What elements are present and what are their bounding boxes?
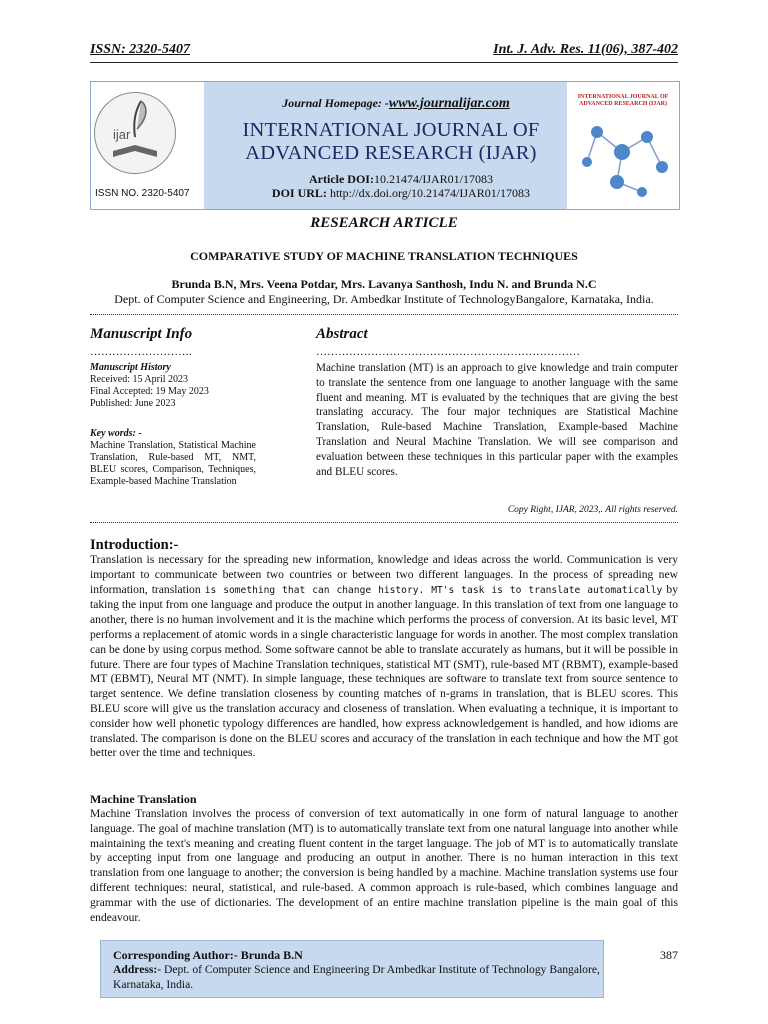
homepage-label: Journal Homepage: - [282, 96, 389, 110]
issn-label: ISSN: 2320-5407 [90, 42, 190, 57]
homepage-link[interactable]: www.journalijar.com [388, 96, 510, 111]
citation-label: Int. J. Adv. Res. 11(06), 387-402 [493, 42, 678, 57]
logo-text: ijar [113, 127, 131, 142]
address-text: Dept. of Computer Science and Engineering Dr Ambedkar Institute of Technology Bangalore, Karnataka, India. [113, 963, 600, 991]
mt-paragraph: Machine Translation involves the process of conversion of text automatically in one form of natural language to another language. The goal of machine translation (MT) is to automatically translate text from one natural language into another while maintaining the text's meaning and creating fluent content in the target language. The job of MT is to automatically translate by accepting input from one language and producing an output in another. There is no human interaction in this text translation from one language to another; the conversion is being handled by a machine. Machine translation systems use four different techniques: neural, statistical, and rule-based. A common approach is rule-based, which combines language and grammar with the use of dictionaries. The development of an entire machine translation pipeline is the main goal of this endeavour. [90, 807, 678, 924]
journal-banner [90, 81, 680, 210]
keywords-block [90, 428, 256, 488]
article-title: COMPARATIVE STUDY OF MACHINE TRANSLATION TECHNIQUES [190, 249, 578, 263]
journal-title [206, 119, 576, 165]
corresponding-author-box [100, 940, 604, 998]
article-affiliation: Dept. of Computer Science and Engineering, Dr. Ambedkar Institute of TechnologyBangalore, Karnataka, India. [114, 292, 654, 306]
history-label: Manuscript History [90, 362, 171, 373]
author-address [113, 963, 603, 992]
published-date: Published: June 2023 [90, 398, 176, 409]
divider [90, 522, 678, 523]
journal-logo [91, 82, 204, 209]
keywords-text: Machine Translation, Statistical Machine Translation, Rule-based MT, NMT, BLEU scores, Comparison, Techniques, Example-based Machine Translation [90, 440, 256, 487]
intro-paragraph [90, 553, 678, 761]
doi-url-label: DOI URL: [271, 186, 327, 200]
journal-title-line2: ADVANCED RESEARCH (IJAR) [245, 142, 537, 164]
abstract-heading: Abstract [316, 326, 368, 342]
accepted-date: Final Accepted: 19 May 2023 [90, 386, 209, 397]
abstract-dots: ……………………………………………………………… [316, 346, 580, 358]
journal-cover-image [567, 82, 679, 209]
intro-text-mono: is something that can change history. MT's task is to translate automatically [204, 584, 663, 596]
cover-title: INTERNATIONAL JOURNAL OF ADVANCED RESEARCH (IJAR) [577, 94, 669, 107]
doi-label: Article DOI: [309, 172, 374, 186]
mt-heading: Machine Translation [90, 792, 197, 806]
intro-text-b: by taking the input from one language and produce the output in another language. In this translation of text from one language to another, there is no human involvement and it is the machine which performs the process of conversion. At its basic level, MT performs a replacement of atomic words in a single characteristic language for words in another. The most complex translation can be done by using corpus method. Some software cannot be able to translate accurately as humans, but it will be possible in future. There are four types of Machine Translation techniques, statistical MT (SMT), rule-based MT (RBMT), example-based MT (EBMT), Neural MT (NMT). In simple language, these techniques are software to translate text from source sentence to target sentence. We define translation closeness by counting matches of n-grams in translation, that is BLEU scores. This BLEU score will give us the translation accuracy and closeness of translation. When evaluating a technique, it is important to consider how well phonetic typology differences are handled, how express acknowledgement is handled, and how idioms are translated. The comparison is done on the BLEU scores and accuracy of the translation in each technique and how the MT got better over the time and techniques. [90, 582, 679, 760]
journal-homepage [261, 96, 531, 112]
divider [90, 314, 678, 315]
manuscript-dots: ………………………. [90, 346, 192, 358]
doi-url-link[interactable]: http://dx.doi.org/10.21474/IJAR01/17083 [329, 186, 531, 200]
address-label: Address:- [113, 963, 162, 976]
journal-title-line1: INTERNATIONAL JOURNAL OF [242, 119, 540, 141]
doi-block [231, 172, 571, 200]
corresponding-author: Corresponding Author:- Brunda B.N [113, 948, 303, 962]
intro-heading: Introduction:- [90, 537, 179, 553]
logo-issn: ISSN NO. 2320-5407 [95, 188, 190, 199]
quill-book-icon [95, 93, 175, 173]
page-number: 387 [660, 948, 678, 962]
received-date: Received: 15 April 2023 [90, 374, 189, 385]
article-type: RESEARCH ARTICLE [310, 215, 458, 231]
article-authors: Brunda B.N, Mrs. Veena Potdar, Mrs. Lavanya Santhosh, Indu N. and Brunda N.C [171, 277, 597, 291]
doi-value: 10.21474/IJAR01/17083 [373, 172, 493, 186]
running-header [90, 42, 678, 63]
intro-text-a: Translation is necessary for the spreading new information, knowledge and ideas across the world. Communication is very important to communicate between two countries or between two different languages. In the process of spreading new information, translation [90, 553, 678, 596]
manuscript-info-heading: Manuscript Info [90, 326, 193, 342]
copyright: Copy Right, IJAR, 2023,. All rights reserved. [507, 505, 678, 515]
manuscript-history [90, 362, 260, 410]
keywords-label: Key words: - [90, 428, 142, 439]
logo-emblem [94, 92, 176, 174]
abstract-text: Machine translation (MT) is an approach to give knowledge and train computer to translate the sentence from one language to another language with the same fluent and meaning. MT is evaluated by the techniques that are giving the best translating accuracy. The four major techniques are Statistical Machine Translation, Rule-based Machine Translation, Example-based Machine Translation and Neural Machine Translation. We will see comparison and evaluation between these techniques in this particular paper with the examples and BLEU scores. [316, 362, 678, 478]
